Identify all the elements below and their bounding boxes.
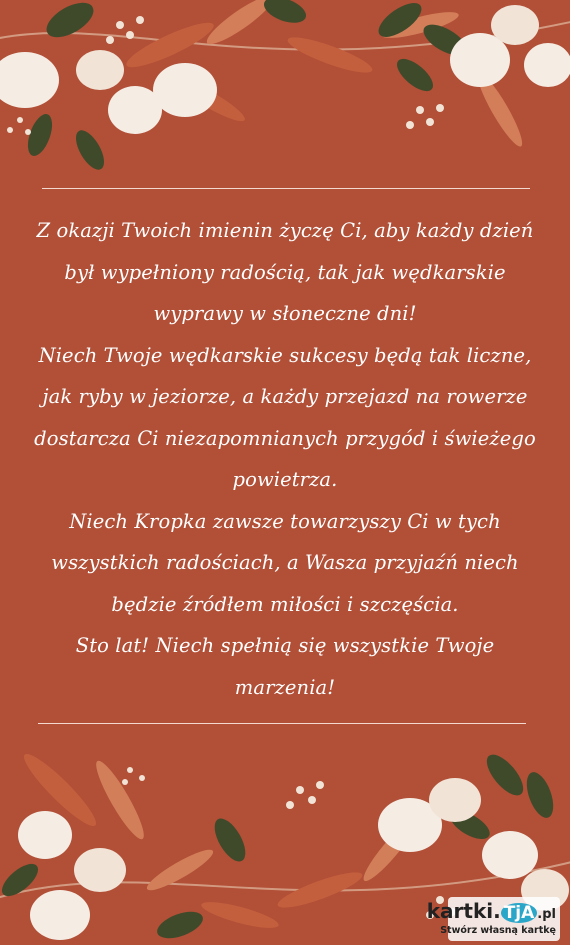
message-paragraph-1: Z okazji Twoich imienin życzę Ci, aby każdy dzień był wypełniony radością, tak jak wędkarskie wyprawy w słoneczne dni! [36,219,534,325]
logo-tagline: Stwórz własną kartkę [440,925,556,936]
divider-bottom [38,723,526,724]
message-paragraph-3: Niech Kropka zawsze towarzyszy Ci w tych wszystkich radościach, a Wasza przyjaźń niech będzie źródłem miłości i szczęścia. [51,509,519,616]
kartki-tja-logo[interactable] [426,897,560,941]
logo-brand-prefix: kartki. [426,899,501,923]
divider-top [42,188,530,189]
greeting-message [30,210,540,708]
message-paragraph-4: Sto lat! Niech spełnią się wszystkie Twoje marzenia! [75,634,495,699]
message-paragraph-2: Niech Twoje wędkarskie sukcesy będą tak liczne, jak ryby w jeziorze, a każdy przejazd na rowerze dostarcza Ci niezapomnianych przygód i świeżego powietrza. [34,343,536,491]
logo-wordmark [427,899,556,923]
floral-garland-top [0,0,570,175]
logo-brand-suffix: .pl [537,907,556,922]
logo-brand-mark: TjA [501,903,538,923]
